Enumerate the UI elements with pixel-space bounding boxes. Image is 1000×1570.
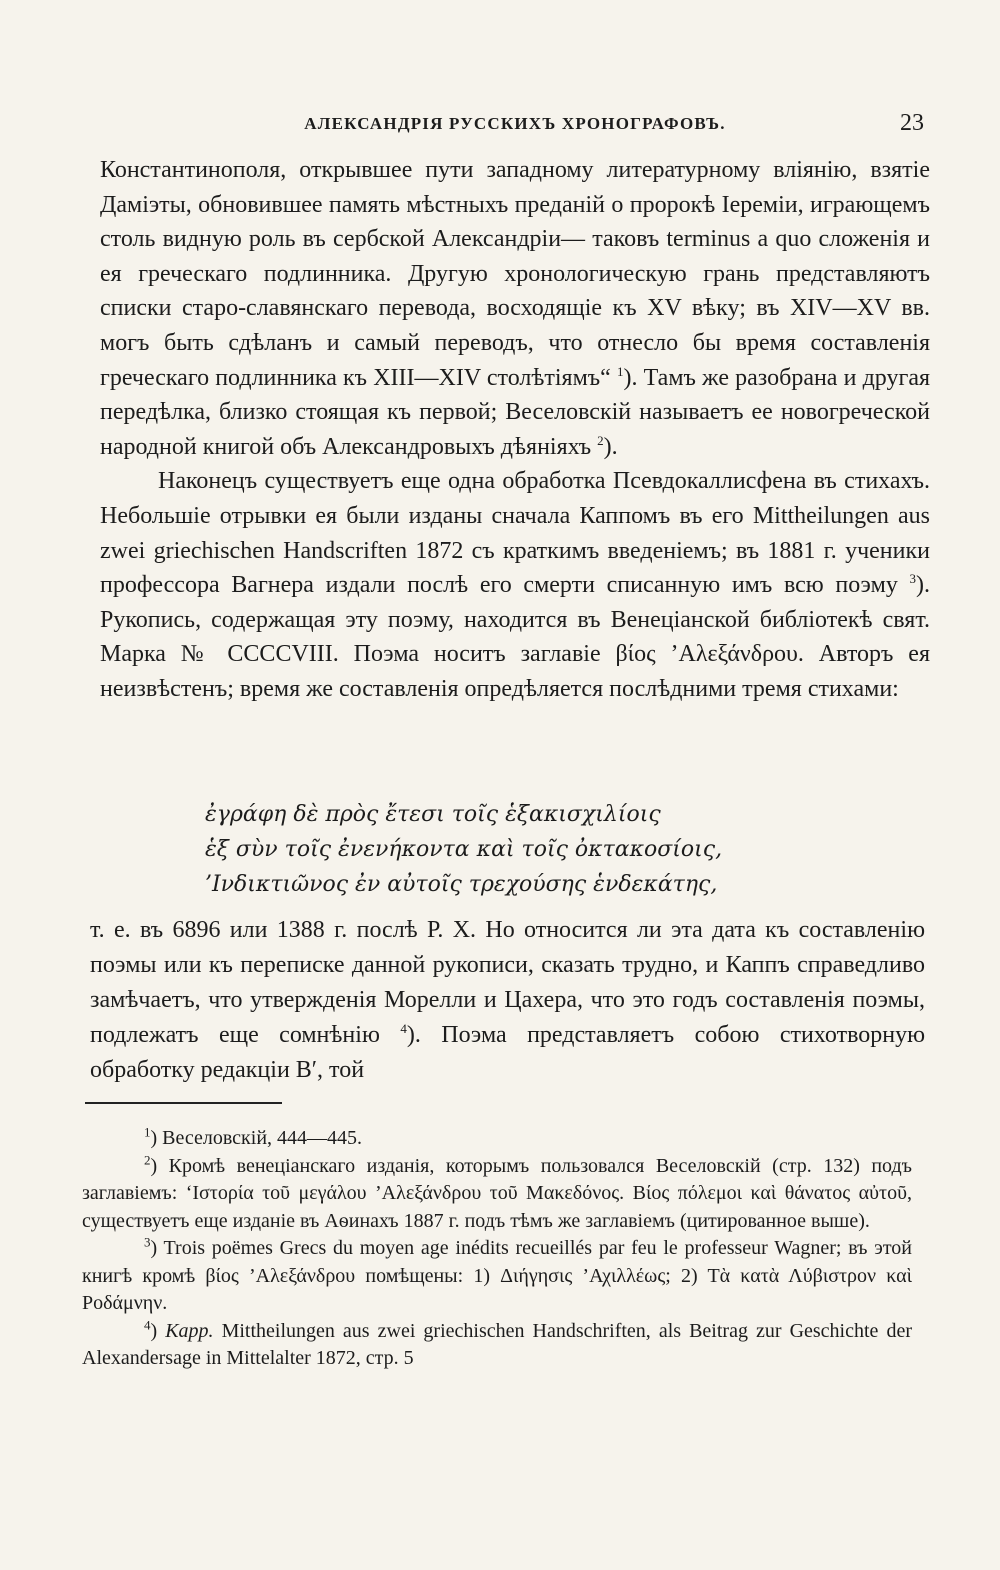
verse-line-2: ἑξ σὺν τοῖς ἐνενήκοντα καὶ τοῖς ὀκτακοσίοις, — [205, 837, 723, 862]
footnote-ref-2: 2 — [597, 432, 604, 448]
verse-line-3: ’Ινδικτιῶνος ἐν αὐτοῖς τρεχούσης ἑνδεκάτης, — [205, 872, 718, 897]
running-head — [100, 110, 930, 140]
paragraph-2-text-a: Наконецъ существуетъ еще одна обработка Псевдокаллисфена въ стихахъ. Небольшіе отрывки ея были изданы сначала Каппомъ въ его Mittheilungen aus zwei griechischen Handscriften 1872 съ краткимъ введеніемъ; въ 1881 г. ученики профессора Вагнера издали послѣ его смерти списанную имъ всю поэму — [100, 468, 930, 599]
running-title: АЛЕКСАНДРІЯ РУССКИХЪ ХРОНОГРАФОВЪ. — [304, 114, 726, 133]
paragraph-3 — [90, 913, 925, 1088]
footnote-1-text: ) Веселовскій, 444—445. — [150, 1127, 363, 1149]
footnote-4-author: Kapp. — [165, 1319, 214, 1342]
footnote-2 — [82, 1153, 912, 1236]
paragraph-2-text-b: ). Рукопись, содержащая эту поэму, находится въ Венеціанской библіотекѣ свят. Марка № CCCCVIII. Поэма носитъ заглавіе βίος ’Αλεξάνδρου. Авторъ ея неизвѣстенъ; время же составленія опредѣляется послѣдними тремя стихами: — [100, 572, 931, 702]
footnote-divider — [85, 1102, 282, 1104]
main-text — [100, 153, 930, 707]
paragraph-1 — [100, 153, 930, 464]
footnote-ref-3: 3 — [909, 571, 917, 587]
footnote-3-text: ) Trois poëmes Grecs du moyen age inédits recueillés par feu le professeur Wagner; въ этой книгѣ кромѣ βίος ’Αλεξάνδρου помѣщены: 1) Διήγησις ’Αχιλλέως; 2) Τὰ κατὰ Λύβιστρον καὶ Ροδάμνην. — [82, 1237, 912, 1314]
footnote-1 — [82, 1125, 912, 1153]
main-text-continued — [90, 913, 925, 1088]
paragraph-3-text-b: ). Поэма представляетъ собою стихотворную обработку редакціи B′, той — [90, 1022, 926, 1083]
footnotes — [82, 1125, 912, 1373]
footnote-2-number: 2 — [144, 1151, 151, 1167]
greek-verse — [205, 797, 825, 902]
paragraph-1-text-b: ). Тамъ же разобрана и другая передѣлка, близко стоящая къ первой; Веселовскій называетъ ее новогреческой народной книгой объ Александровыхъ дѣяніяхъ — [100, 364, 931, 460]
footnote-4-number: 4 — [144, 1316, 151, 1332]
paragraph-1-text-c: ). — [603, 433, 618, 460]
paragraph-2 — [100, 464, 930, 706]
footnote-ref-1: 1 — [616, 363, 624, 379]
page-number: 23 — [900, 110, 924, 136]
footnote-3-number: 3 — [144, 1234, 151, 1250]
footnote-4-text: Mittheilungen aus zwei griechischen Handschriften, als Beitrag zur Geschichte der Alexandersage in Mittelalter 1872, стр. 5 — [82, 1319, 912, 1369]
paragraph-3-text-a: т. е. въ 6896 или 1388 г. послѣ Р. X. Но относится ли эта дата къ составленію поэмы или къ переписке данной рукописи, сказать трудно, и Каппъ справедливо замѣчаетъ, что утвержденія Морелли и Цахера, что это годъ составленія поэмы, подлежатъ еще сомнѣнію — [90, 917, 925, 1048]
footnote-2-text: ) Кромѣ венеціанскаго изданія, которымъ пользовался Веселовскій (стр. 132) подъ заглавіемъ: ‘Ιστορία τοῦ μεγάλου ’Αλεξάνδρου τοῦ Μακεδόνος. Βίος πόλεμοι καὶ θάνατος αὐτοῦ, существуетъ еще изданіе въ Аѳинахъ 1887 г. подъ тѣмъ же заглавіемъ (цитированное выше). — [82, 1154, 912, 1232]
paragraph-1-text-a: Константинополя, открывшее пути западному литературному вліянію, взятіе Даміэты, обновившее память мѣстныхъ преданій о пророкѣ Іереміи, играющемъ столь видную роль въ сербской Александріи— таковъ terminus a quo сложенія и ея греческаго подлинника. Другую хронологическую грань представляютъ списки старо-славянскаго перевода, восходящіе къ XV вѣку; въ XIV—XV вв. могъ быть сдѣланъ и самый переводъ, что отнесло бы время составленія греческаго подлинника къ XIII—XIV столѣтіямъ“ — [100, 157, 930, 391]
footnote-1-number: 1 — [144, 1124, 151, 1140]
footnote-3 — [82, 1235, 912, 1318]
verse-line-1: ἐγράφη δὲ πρὸς ἔτεσι τοῖς ἑξακισχιλίοις — [205, 802, 661, 827]
footnote-ref-4: 4 — [400, 1021, 407, 1036]
footnote-4: $^4$) Kapp. Mittheilungen aus zwei griechischen Handschriften, als Beitrag zur Geschichte der Alexandersage in Mittelalter 1872, стр. 5 — [82, 1316, 912, 1369]
